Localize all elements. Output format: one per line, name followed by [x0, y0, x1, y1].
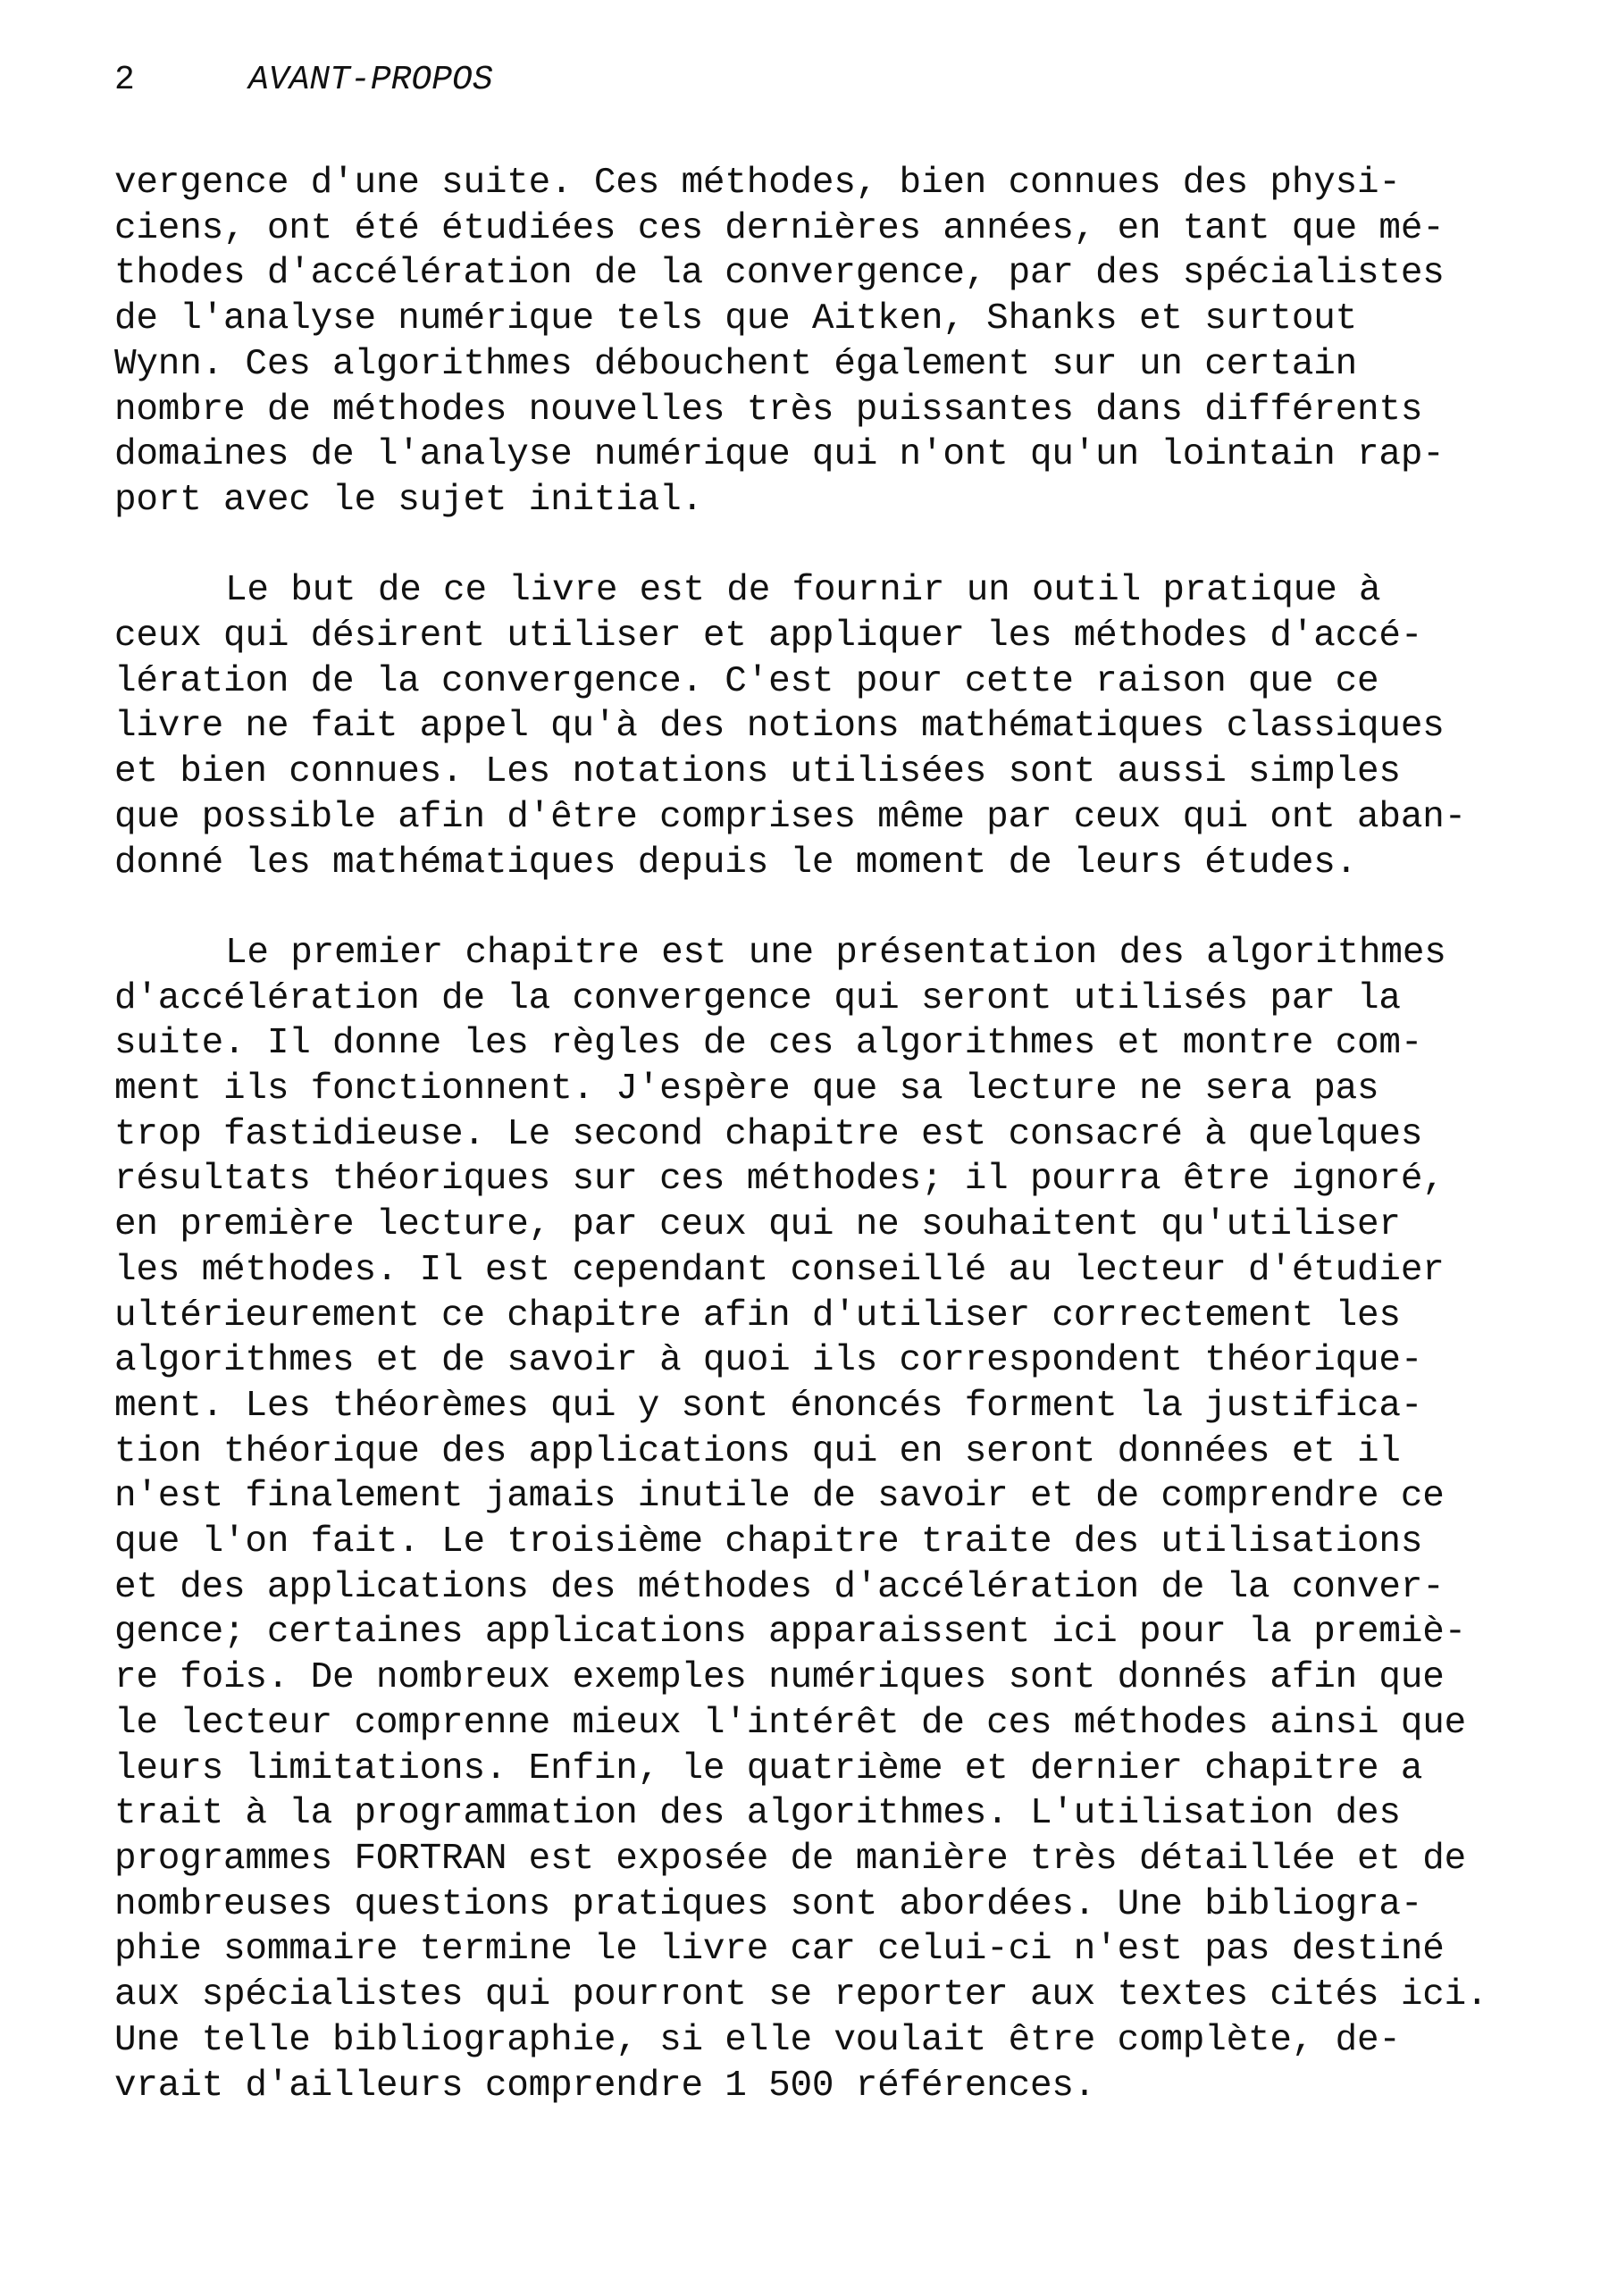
text-line: trop fastidieuse. Le second chapitre est consacré à quelques [114, 1113, 1423, 1155]
text-line: ment ils fonctionnent. J'espère que sa lecture ne sera pas [114, 1068, 1379, 1110]
text-line: gence; certaines applications apparaissent ici pour la premiè- [114, 1612, 1467, 1654]
text-line: ment. Les théorèmes qui y sont énoncés forment la justifica- [114, 1385, 1423, 1427]
text-line: d'accélération de la convergence qui seront utilisés par la [114, 977, 1401, 1019]
text-line: thodes d'accélération de la convergence, par des spécialistes [114, 253, 1445, 295]
text-line: Le but de ce livre est de fournir un outil pratique à [225, 570, 1381, 612]
text-line: leurs limitations. Enfin, le quatrième et dernier chapitre a [114, 1747, 1423, 1789]
text-line: lération de la convergence. C'est pour cette raison que ce [114, 660, 1379, 702]
text-line: n'est finalement jamais inutile de savoir et de comprendre ce [114, 1476, 1445, 1518]
text-line: vergence d'une suite. Ces méthodes, bien connues des physi- [114, 163, 1401, 204]
text-line: livre ne fait appel qu'à des notions mathématiques classiques [114, 706, 1445, 748]
text-line: de l'analyse numérique tels que Aitken, Shanks et surtout [114, 298, 1358, 340]
text-line: nombreuses questions pratiques sont abordées. Une bibliogra- [114, 1883, 1423, 1925]
text-line: re fois. De nombreux exemples numériques sont donnés afin que [114, 1657, 1445, 1699]
text-line: ultérieurement ce chapitre afin d'utiliser correctement les [114, 1295, 1401, 1337]
text-line: vrait d'ailleurs comprendre 1 500 références. [114, 2065, 1096, 2107]
paragraph-3 [114, 931, 1544, 2108]
text-line: port avec le sujet initial. [114, 479, 703, 521]
text-line: Une telle bibliographie, si elle voulait être complète, de- [114, 2019, 1401, 2061]
paragraph-1 [114, 161, 1544, 524]
text-line: ciens, ont été étudiées ces dernières années, en tant que mé- [114, 207, 1445, 249]
text-line: algorithmes et de savoir à quoi ils correspondent théorique- [114, 1340, 1423, 1382]
text-line: Wynn. Ces algorithmes débouchent également sur un certain [114, 343, 1358, 385]
text-line: aux spécialistes qui pourront se reporter aux textes cités ici. [114, 1974, 1488, 2016]
text-line: nombre de méthodes nouvelles très puissantes dans différents [114, 389, 1423, 431]
text-line: et bien connues. Les notations utilisées sont aussi simples [114, 751, 1401, 793]
text-line: donné les mathématiques depuis le moment de leurs études. [114, 842, 1358, 884]
text-line: suite. Il donne les règles de ces algorithmes et montre com- [114, 1023, 1423, 1065]
text-line: domaines de l'analyse numérique qui n'ont qu'un lointain rap- [114, 434, 1445, 476]
page-number: 2 [114, 61, 135, 99]
text-line: en première lecture, par ceux qui ne souhaitent qu'utiliser [114, 1204, 1401, 1246]
text-line: le lecteur comprenne mieux l'intérêt de ces méthodes ainsi que [114, 1702, 1467, 1744]
text-line: que possible afin d'être comprises même par ceux qui ont aban- [114, 796, 1467, 838]
text-line: programmes FORTRAN est exposée de manière très détaillée et de [114, 1838, 1467, 1880]
paragraph-2 [114, 568, 1544, 885]
text-line: que l'on fait. Le troisième chapitre traite des utilisations [114, 1521, 1423, 1563]
text-line: et des applications des méthodes d'accélération de la conver- [114, 1566, 1445, 1608]
text-line: trait à la programmation des algorithmes. L'utilisation des [114, 1793, 1401, 1835]
text-line: résultats théoriques sur ces méthodes; il pourra être ignoré, [114, 1159, 1445, 1201]
text-line: Le premier chapitre est une présentation des algorithmes [225, 932, 1446, 974]
text-line: les méthodes. Il est cependant conseillé au lecteur d'étudier [114, 1249, 1445, 1291]
running-head [114, 59, 493, 102]
text-line: ceux qui désirent utiliser et appliquer les méthodes d'accé- [114, 616, 1423, 658]
running-head-title: AVANT-PROPOS [248, 61, 493, 99]
text-line: tion théorique des applications qui en seront données et il [114, 1430, 1401, 1472]
body-text [114, 161, 1544, 2154]
text-line: phie sommaire termine le livre car celui-ci n'est pas destiné [114, 1929, 1445, 1971]
